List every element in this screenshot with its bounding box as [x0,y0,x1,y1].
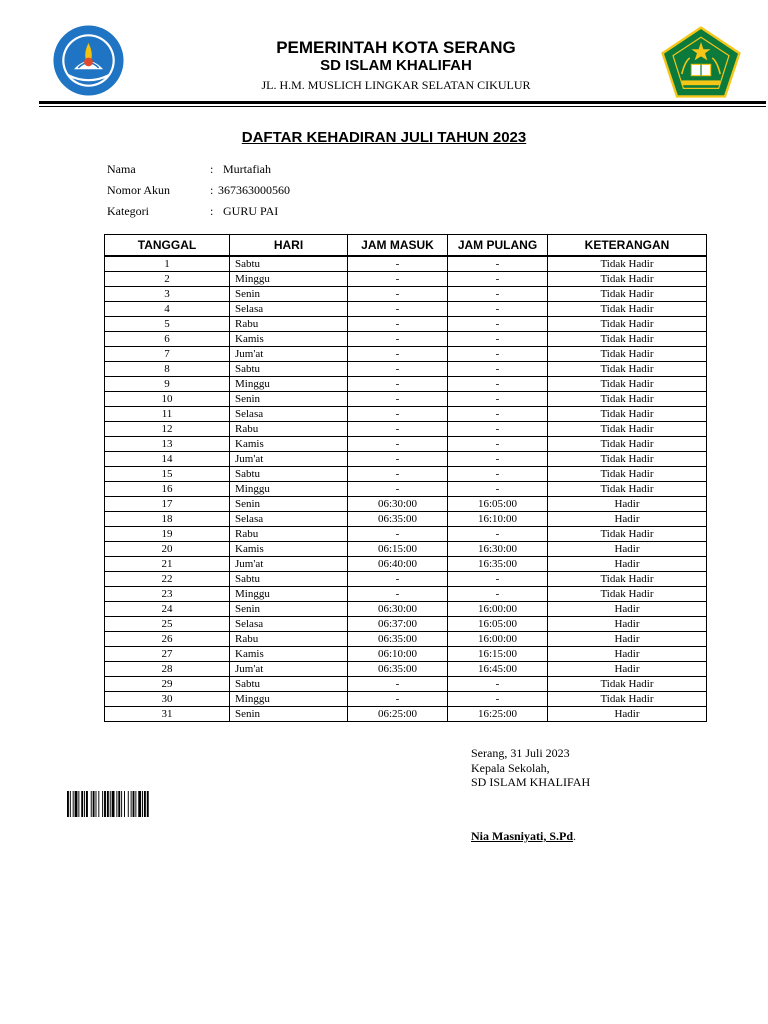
column-header-day: HARI [230,235,348,257]
barcode-bar [67,791,69,817]
cell-remarks: Hadir [548,557,707,572]
cell-time-in: 06:25:00 [348,707,448,722]
cell-time-in: 06:30:00 [348,602,448,617]
table-row [105,437,707,452]
cell-remarks: Tidak Hadir [548,452,707,467]
table-row [105,497,707,512]
cell-time-out: 16:05:00 [448,497,548,512]
cell-remarks: Tidak Hadir [548,572,707,587]
signature-school: SD ISLAM KHALIFAH [471,775,591,789]
cell-remarks: Tidak Hadir [548,392,707,407]
cell-remarks: Hadir [548,512,707,527]
cell-day: Sabtu [230,467,348,482]
cell-date: 27 [105,647,230,662]
cell-remarks: Hadir [548,497,707,512]
column-header-date: TANGGAL [105,235,230,257]
barcode-bar [96,791,97,817]
cell-time-out: - [448,317,548,332]
cell-time-out: 16:30:00 [448,542,548,557]
identity-value: Murtafiah [223,162,271,176]
cell-time-in: - [348,452,448,467]
cell-day: Rabu [230,317,348,332]
cell-time-out: 16:10:00 [448,512,548,527]
cell-remarks: Tidak Hadir [548,347,707,362]
cell-date: 10 [105,392,230,407]
cell-time-out: 16:25:00 [448,707,548,722]
barcode-bar [128,791,129,817]
cell-date: 28 [105,662,230,677]
cell-remarks: Hadir [548,662,707,677]
attendance-table-body [105,256,707,722]
barcode-bar [75,791,78,817]
table-row [105,557,707,572]
cell-day: Kamis [230,437,348,452]
cell-date: 12 [105,422,230,437]
cell-date: 16 [105,482,230,497]
barcode-bar [107,791,109,817]
barcode-bar [133,791,135,817]
cell-time-out: - [448,587,548,602]
cell-day: Senin [230,707,348,722]
cell-date: 8 [105,362,230,377]
cell-time-out: - [448,452,548,467]
cell-time-in: - [348,437,448,452]
header-divider-thick [39,101,766,104]
column-header-remarks: KETERANGAN [548,235,707,257]
cell-day: Sabtu [230,572,348,587]
cell-date: 24 [105,602,230,617]
cell-time-out: - [448,677,548,692]
cell-date: 3 [105,287,230,302]
barcode-bar [138,791,141,817]
cell-remarks: Tidak Hadir [548,362,707,377]
cell-time-out: 16:00:00 [448,602,548,617]
cell-date: 19 [105,527,230,542]
identity-label: Nama [107,162,136,176]
cell-remarks: Hadir [548,707,707,722]
cell-time-in: 06:30:00 [348,497,448,512]
cell-time-in: - [348,272,448,287]
cell-remarks: Tidak Hadir [548,692,707,707]
cell-time-out: - [448,692,548,707]
cell-time-out: - [448,422,548,437]
barcode-bar [102,791,103,817]
cell-time-in: - [348,467,448,482]
cell-remarks: Tidak Hadir [548,377,707,392]
cell-time-out: - [448,572,548,587]
barcode-bar [81,791,83,817]
cell-time-in: - [348,317,448,332]
cell-remarks: Tidak Hadir [548,407,707,422]
cell-remarks: Tidak Hadir [548,287,707,302]
barcode [67,791,172,817]
table-row [105,392,707,407]
signature-block [471,829,576,844]
cell-time-in: 06:35:00 [348,662,448,677]
cell-remarks: Tidak Hadir [548,467,707,482]
cell-date: 9 [105,377,230,392]
cell-date: 7 [105,347,230,362]
identity-colon: : [210,162,214,176]
cell-remarks: Hadir [548,617,707,632]
cell-time-out: - [448,437,548,452]
cell-day: Sabtu [230,362,348,377]
cell-time-in: - [348,287,448,302]
table-row [105,272,707,287]
cell-time-out: - [448,256,548,272]
table-row [105,707,707,722]
cell-day: Minggu [230,482,348,497]
cell-remarks: Tidak Hadir [548,272,707,287]
barcode-bar [131,791,132,817]
cell-date: 1 [105,256,230,272]
barcode-bar [124,791,125,817]
table-row [105,407,707,422]
barcode-bar [70,791,71,817]
cell-time-in: - [348,362,448,377]
cell-day: Minggu [230,377,348,392]
cell-day: Sabtu [230,256,348,272]
cell-remarks: Hadir [548,647,707,662]
barcode-bar [78,791,79,817]
barcode-bar [142,791,143,817]
cell-time-out: - [448,272,548,287]
identity-colon: : [210,204,214,218]
cell-remarks: Tidak Hadir [548,422,707,437]
cell-time-out: - [448,347,548,362]
cell-time-out: - [448,332,548,347]
cell-time-out: - [448,377,548,392]
barcode-bar [112,791,115,817]
identity-label: Nomor Akun [107,183,170,197]
barcode-bar [144,791,146,817]
cell-time-in: 06:10:00 [348,647,448,662]
barcode-bar [118,791,120,817]
barcode-bar [110,791,111,817]
cell-day: Sabtu [230,677,348,692]
identity-value: GURU PAI [223,204,279,218]
cell-time-out: 16:15:00 [448,647,548,662]
table-row [105,677,707,692]
cell-time-in: - [348,347,448,362]
table-row [105,377,707,392]
cell-day: Selasa [230,617,348,632]
barcode-bar [84,791,85,817]
cell-time-out: 16:00:00 [448,632,548,647]
cell-remarks: Tidak Hadir [548,302,707,317]
cell-remarks: Tidak Hadir [548,332,707,347]
identity-value: 367363000560 [218,183,290,197]
cell-date: 21 [105,557,230,572]
cell-day: Senin [230,602,348,617]
identity-colon: : [210,183,214,197]
cell-date: 4 [105,302,230,317]
cell-date: 18 [105,512,230,527]
cell-remarks: Hadir [548,542,707,557]
cell-day: Senin [230,497,348,512]
cell-day: Minggu [230,272,348,287]
column-header-time-out: JAM PULANG [448,235,548,257]
cell-day: Minggu [230,587,348,602]
table-row [105,302,707,317]
cell-day: Kamis [230,542,348,557]
table-row [105,692,707,707]
barcode-bar [147,791,149,817]
cell-day: Rabu [230,422,348,437]
signature-place-date: Serang, 31 Juli 2023 [471,746,570,760]
cell-date: 15 [105,467,230,482]
cell-date: 17 [105,497,230,512]
header-divider-thin [39,106,766,107]
cell-day: Senin [230,392,348,407]
cell-time-in: - [348,422,448,437]
cell-time-in: - [348,392,448,407]
cell-remarks: Tidak Hadir [548,482,707,497]
tut-wuri-handayani-logo [52,24,125,97]
barcode-bar [73,791,74,817]
cell-day: Selasa [230,302,348,317]
cell-date: 29 [105,677,230,692]
cell-time-in: - [348,692,448,707]
table-row [105,362,707,377]
cell-time-out: 16:45:00 [448,662,548,677]
cell-time-out: - [448,407,548,422]
barcode-bar [93,791,95,817]
table-row [105,452,707,467]
cell-date: 31 [105,707,230,722]
table-row [105,632,707,647]
cell-remarks: Tidak Hadir [548,256,707,272]
cell-time-out: - [448,302,548,317]
table-row [105,572,707,587]
cell-date: 11 [105,407,230,422]
cell-time-in: - [348,302,448,317]
cell-time-out: - [448,362,548,377]
cell-time-out: - [448,527,548,542]
cell-day: Jum'at [230,347,348,362]
cell-remarks: Tidak Hadir [548,317,707,332]
cell-remarks: Hadir [548,602,707,617]
cell-time-in: 06:15:00 [348,542,448,557]
cell-remarks: Tidak Hadir [548,437,707,452]
cell-day: Kamis [230,332,348,347]
document-title: DAFTAR KEHADIRAN JULI TAHUN 2023 [241,129,527,146]
cell-time-out: - [448,287,548,302]
cell-time-in: - [348,256,448,272]
cell-time-in: - [348,572,448,587]
barcode-bar [116,791,117,817]
barcode-bar [86,791,88,817]
barcode-bar [98,791,99,817]
table-row [105,256,707,272]
table-row [105,347,707,362]
table-row [105,287,707,302]
cell-time-in: - [348,332,448,347]
cell-time-in: 06:35:00 [348,512,448,527]
barcode-bar [135,791,136,817]
cell-date: 20 [105,542,230,557]
cell-date: 26 [105,632,230,647]
cell-time-in: 06:40:00 [348,557,448,572]
cell-date: 30 [105,692,230,707]
cell-date: 13 [105,437,230,452]
cell-date: 2 [105,272,230,287]
cell-time-in: 06:35:00 [348,632,448,647]
cell-day: Rabu [230,632,348,647]
school-name: SD ISLAM KHALIFAH [320,57,472,74]
table-row [105,647,707,662]
cell-date: 14 [105,452,230,467]
cell-date: 23 [105,587,230,602]
table-row [105,662,707,677]
table-row [105,527,707,542]
cell-date: 5 [105,317,230,332]
cell-day: Senin [230,287,348,302]
cell-date: 6 [105,332,230,347]
cell-day: Jum'at [230,662,348,677]
cell-time-out: - [448,392,548,407]
barcode-bar [121,791,122,817]
barcode-bar [91,791,92,817]
cell-date: 22 [105,572,230,587]
attendance-table [104,234,707,722]
cell-time-out: 16:35:00 [448,557,548,572]
cell-time-in: - [348,677,448,692]
table-row [105,482,707,497]
table-row [105,587,707,602]
cell-time-out: - [448,482,548,497]
school-address: JL. H.M. MUSLICH LINGKAR SELATAN CIKULUR [261,78,531,92]
table-row [105,542,707,557]
table-row [105,512,707,527]
cell-date: 25 [105,617,230,632]
cell-time-in: - [348,407,448,422]
cell-time-in: - [348,377,448,392]
table-row [105,602,707,617]
table-row [105,617,707,632]
cell-remarks: Tidak Hadir [548,587,707,602]
barcode-bar [104,791,106,817]
cell-remarks: Tidak Hadir [548,677,707,692]
signature-role: Kepala Sekolah, [471,761,550,775]
cell-remarks: Tidak Hadir [548,527,707,542]
table-header-row [105,235,707,257]
cell-time-out: - [448,467,548,482]
cell-time-out: 16:05:00 [448,617,548,632]
cell-day: Jum'at [230,452,348,467]
cell-day: Rabu [230,527,348,542]
table-row [105,467,707,482]
kementerian-agama-logo [661,26,741,98]
cell-time-in: - [348,482,448,497]
government-name: PEMERINTAH KOTA SERANG [276,38,516,57]
cell-remarks: Hadir [548,632,707,647]
signatory-name: Nia Masniyati, S.Pd [471,829,574,843]
column-header-time-in: JAM MASUK [348,235,448,257]
table-row [105,332,707,347]
cell-time-in: - [348,527,448,542]
cell-time-in: 06:37:00 [348,617,448,632]
cell-day: Kamis [230,647,348,662]
table-row [105,317,707,332]
cell-day: Selasa [230,512,348,527]
cell-day: Jum'at [230,557,348,572]
cell-day: Selasa [230,407,348,422]
identity-label: Kategori [107,204,149,218]
table-row [105,422,707,437]
cell-day: Minggu [230,692,348,707]
signatory-name-suffix: . [573,829,577,843]
cell-time-in: - [348,587,448,602]
